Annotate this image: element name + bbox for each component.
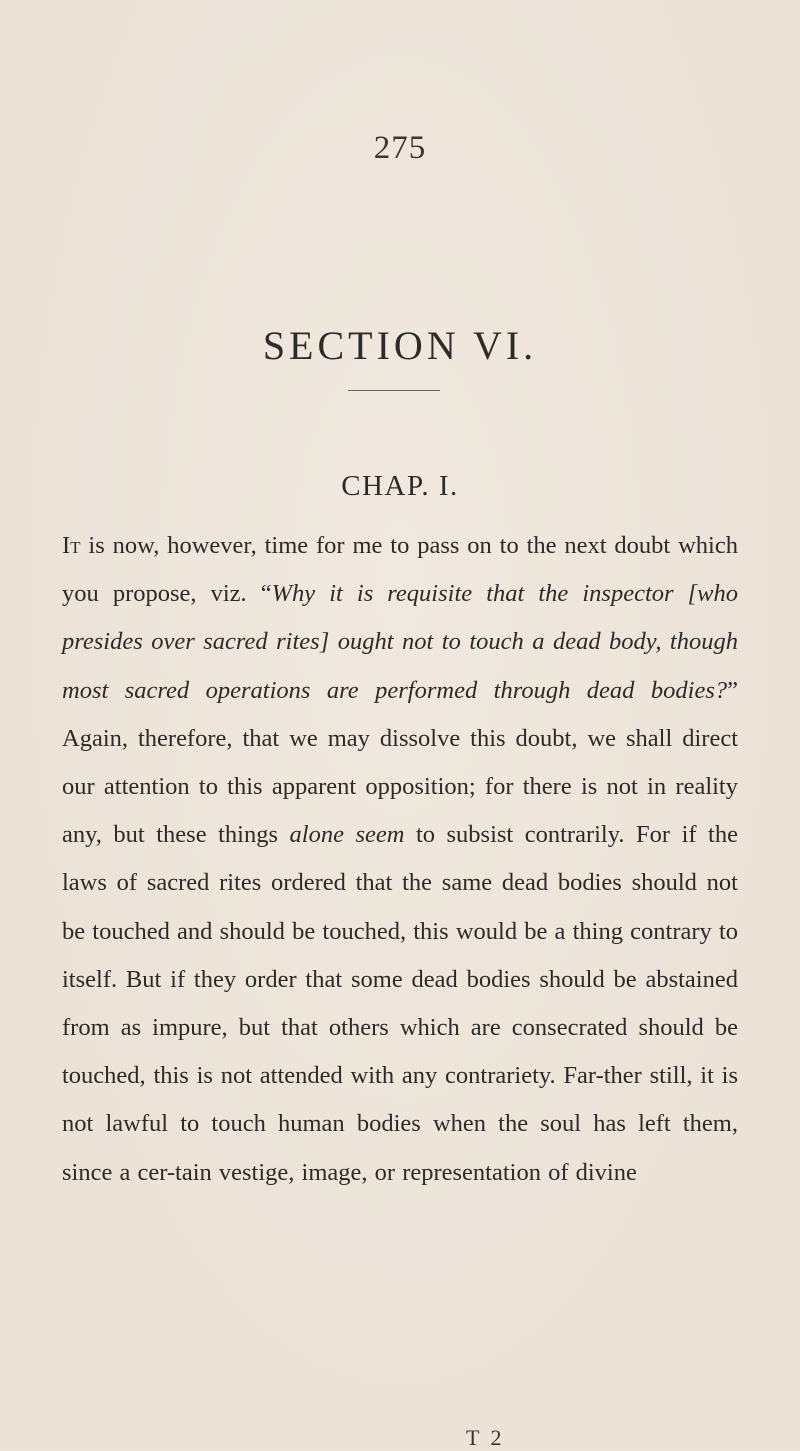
chapter-title: CHAP. I. <box>341 470 459 502</box>
section-title: SECTION VI. <box>262 323 538 368</box>
emphasis-italic: alone seem <box>289 821 405 849</box>
signature-mark: T 2 <box>466 1425 505 1450</box>
section-divider-rule <box>348 390 440 391</box>
body-paragraph <box>62 522 738 1197</box>
body-text-segment: is now, however, time for me to pass on to the next doubt which you propose, viz. “ <box>62 532 738 608</box>
body-text-segment: ” Again, therefore, that we may dissolve this doubt, we shall direct our attention to this apparent opposition; for there is not in reality any, but these things <box>62 676 738 849</box>
body-text-segment: to subsist contrarily. For if the laws of sacred rites ordered that the same dead bodies should not be touched and should be touched, this would be a thing contrary to itself. But if they order that some dead bodies should be abstained from as impure, but that others which are consecrated should be touched, this is not attended with any contrariety. Far-ther still, it is not lawful to touch human bodies when the soul has left them, since a cer-tain vestige, image, or representation of divine <box>62 821 738 1186</box>
lead-word: It <box>62 532 81 559</box>
quoted-question-italic: Why it is requisite that the inspector [who presides over sacred rites] ought not to touch a dead body, though most sacred operations are performed through dead bodies? <box>62 580 739 704</box>
page-number: 275 <box>373 130 427 166</box>
